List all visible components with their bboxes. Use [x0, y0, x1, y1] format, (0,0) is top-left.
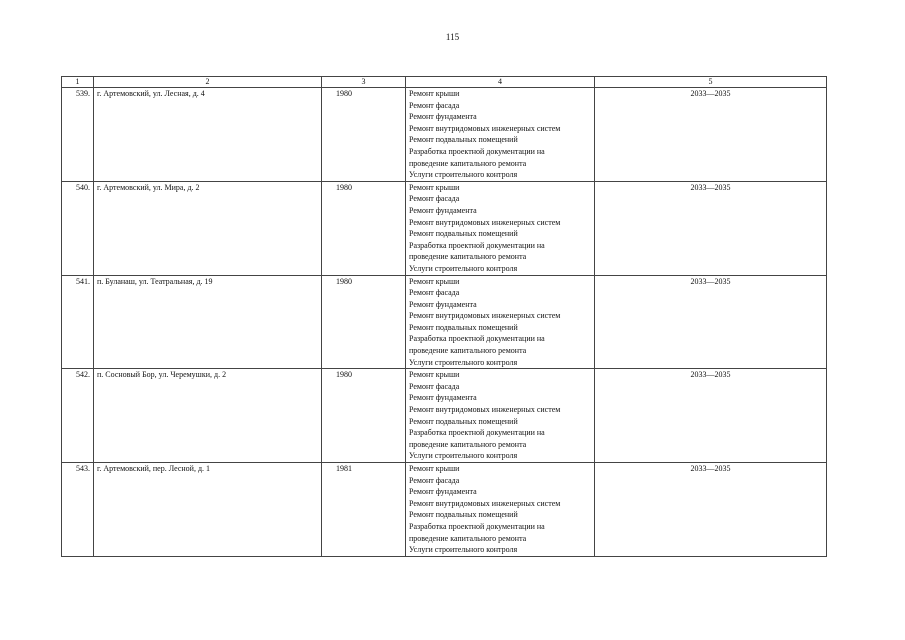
work-item: проведение капитального ремонта [409, 158, 527, 168]
period-cell: 2033—2035 [595, 181, 827, 275]
work-item: Ремонт внутридомовых инженерных систем [409, 123, 561, 133]
work-item: Ремонт внутридомовых инженерных систем [409, 405, 561, 415]
row-number: 540. [62, 181, 94, 275]
address-cell: г. Артемовский, ул. Лесная, д. 4 [94, 88, 322, 182]
row-number: 539. [62, 88, 94, 182]
work-item: Ремонт фасада [409, 100, 460, 110]
row-number: 542. [62, 369, 94, 463]
work-item: Ремонт подвальных помещений [409, 229, 518, 239]
work-item: Услуги строительного контроля [409, 451, 518, 461]
column-header-2: 2 [94, 77, 322, 88]
year-cell: 1980 [322, 275, 406, 369]
work-item: Ремонт подвальных помещений [409, 322, 518, 332]
period-cell: 2033—2035 [595, 463, 827, 557]
work-item: Ремонт внутридомовых инженерных систем [409, 311, 561, 321]
work-item: Разработка проектной документации на [409, 334, 545, 344]
work-item: Ремонт фундамента [409, 112, 477, 122]
work-item: Ремонт подвальных помещений [409, 416, 518, 426]
work-item: Услуги строительного контроля [409, 170, 518, 180]
work-item: Ремонт крыши [409, 276, 460, 286]
works-cell [406, 275, 595, 369]
period-cell: 2033—2035 [595, 275, 827, 369]
year-cell: 1980 [322, 369, 406, 463]
work-item: Ремонт крыши [409, 370, 460, 380]
table-body [62, 77, 827, 557]
address-cell: п. Буланаш, ул. Театральная, д. 19 [94, 275, 322, 369]
column-header-4: 4 [406, 77, 595, 88]
column-header-1: 1 [62, 77, 94, 88]
work-item: Услуги строительного контроля [409, 545, 518, 555]
work-item: проведение капитального ремонта [409, 346, 527, 356]
period-cell: 2033—2035 [595, 88, 827, 182]
work-item: Разработка проектной документации на [409, 428, 545, 438]
work-item: Услуги строительного контроля [409, 263, 518, 273]
work-item: Ремонт фасада [409, 288, 460, 298]
work-item: Разработка проектной документации на [409, 146, 545, 156]
work-item: Ремонт фундамента [409, 487, 477, 497]
register-table [61, 76, 827, 557]
works-cell [406, 369, 595, 463]
page-number: 115 [445, 32, 460, 42]
work-item: Разработка проектной документации на [409, 240, 545, 250]
row-number: 541. [62, 275, 94, 369]
table-row [62, 181, 827, 275]
work-item: Ремонт фундамента [409, 205, 477, 215]
table-row [62, 275, 827, 369]
work-item: Разработка проектной документации на [409, 521, 545, 531]
works-cell [406, 88, 595, 182]
year-cell: 1980 [322, 88, 406, 182]
address-cell: п. Сосновый Бор, ул. Черемушки, д. 2 [94, 369, 322, 463]
work-item: Ремонт внутридомовых инженерных систем [409, 217, 561, 227]
work-item: Ремонт крыши [409, 182, 460, 192]
works-cell [406, 463, 595, 557]
table-row [62, 88, 827, 182]
work-item: проведение капитального ремонта [409, 439, 527, 449]
work-item: проведение капитального ремонта [409, 533, 527, 543]
work-item: Ремонт крыши [409, 89, 460, 98]
work-item: Ремонт фундамента [409, 393, 477, 403]
work-item: Ремонт фасада [409, 381, 460, 391]
work-item: Ремонт фасада [409, 194, 460, 204]
row-number: 543. [62, 463, 94, 557]
column-header-3: 3 [322, 77, 406, 88]
work-item: Ремонт фундамента [409, 299, 477, 309]
works-cell [406, 181, 595, 275]
work-item: проведение капитального ремонта [409, 252, 527, 262]
work-item: Ремонт крыши [409, 464, 460, 473]
period-cell: 2033—2035 [595, 369, 827, 463]
year-cell: 1980 [322, 181, 406, 275]
column-number-row [62, 77, 827, 88]
work-item: Ремонт фасада [409, 475, 460, 485]
work-item: Ремонт подвальных помещений [409, 510, 518, 520]
work-item: Услуги строительного контроля [409, 357, 518, 367]
table-row [62, 463, 827, 557]
column-header-5: 5 [595, 77, 827, 88]
address-cell: г. Артемовский, пер. Лесной, д. 1 [94, 463, 322, 557]
table-row [62, 369, 827, 463]
year-cell: 1981 [322, 463, 406, 557]
work-item: Ремонт внутридомовых инженерных систем [409, 498, 561, 508]
work-item: Ремонт подвальных помещений [409, 135, 518, 145]
address-cell: г. Артемовский, ул. Мира, д. 2 [94, 181, 322, 275]
